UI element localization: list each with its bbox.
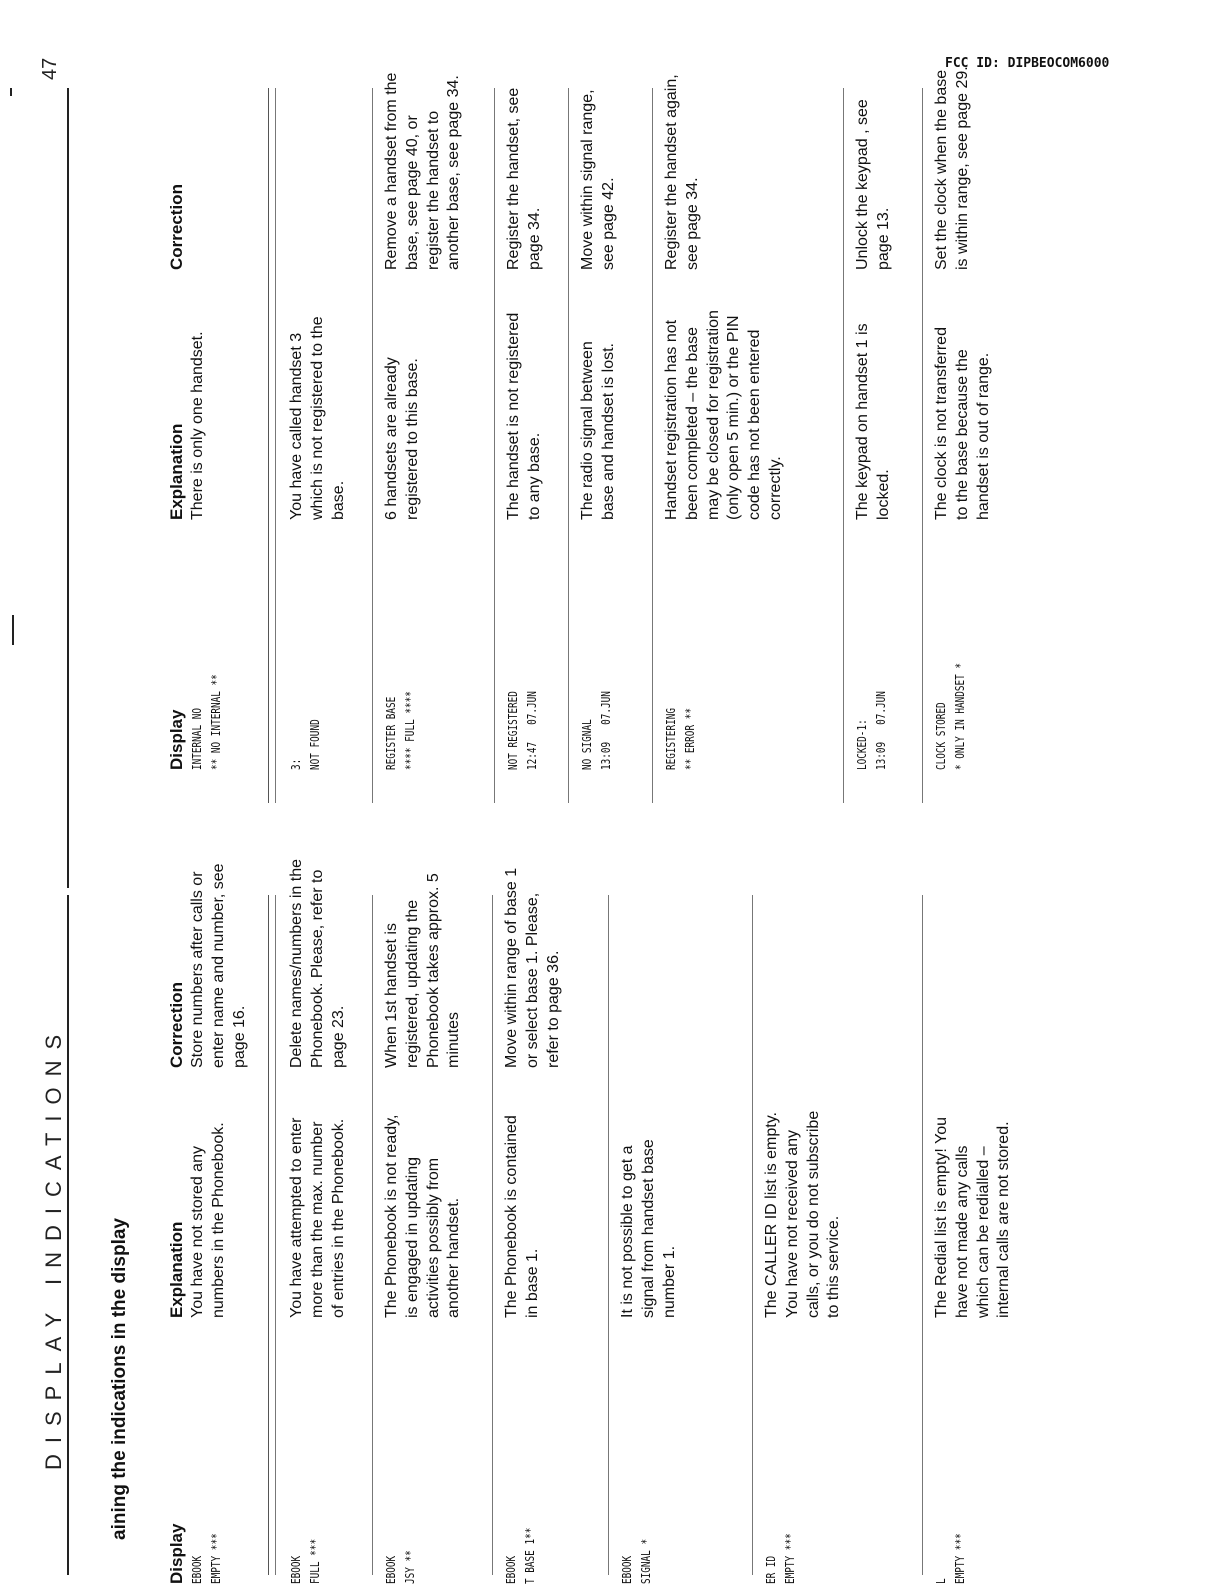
- display-text: 3: NOT FOUND: [289, 719, 322, 770]
- page-heading: aining the indications in the display: [109, 1218, 130, 1540]
- display-text: NOT REGISTERED 12:47 07.JUN: [506, 691, 539, 770]
- display-text: CLOCK STORED * ONLY IN HANDSET *: [934, 662, 967, 770]
- column-header-correction-right: Correction: [167, 184, 186, 270]
- row-separator: [922, 88, 923, 803]
- page-number: 47: [39, 57, 61, 80]
- row-separator: [608, 895, 609, 1575]
- display-text: EBOOK SIGNAL *: [620, 1538, 653, 1584]
- header-rule-right: [67, 88, 69, 888]
- correction-text: Move within range of base 1 or select base 1. Please, refer to page 36.: [503, 867, 562, 1068]
- correction-text: Move within signal range, see page 42.: [579, 89, 617, 270]
- display-text: LOCKED-1: 13:09 07.JUN: [855, 691, 888, 770]
- display-text: REGISTERING ** ERROR **: [664, 708, 697, 770]
- row-separator: [568, 88, 569, 803]
- display-text: EBOOK FULL ***: [289, 1538, 322, 1584]
- row-separator: [372, 895, 373, 1575]
- header-rule-right-end: [12, 615, 14, 645]
- correction-text: When 1st handset is registered, updating the Phonebook takes approx. 5 minutes: [383, 873, 463, 1068]
- explanation-text: It is not possible to get a signal from handset base number 1.: [619, 1139, 678, 1318]
- display-text: EBOOK EMPTY ***: [190, 1533, 223, 1584]
- explanation-text: You have not stored any numbers in the Phonebook.: [189, 1122, 227, 1318]
- correction-text: Set the clock when the base is within range, see page 29.: [933, 66, 971, 270]
- explanation-text: The Redial list is empty! You have not made any calls which can be redialled – internal calls are not stored.: [933, 1117, 1013, 1318]
- row-separator: [275, 88, 276, 803]
- row-separator: [494, 88, 495, 803]
- column-header-rule-left: [268, 895, 269, 1575]
- explanation-text: There is only one handset.: [189, 331, 206, 520]
- explanation-text: You have called handset 3 which is not registered to the base.: [288, 316, 347, 520]
- explanation-text: The Phonebook is not ready, is engaged in updating activities possibly from another handset.: [383, 1114, 463, 1318]
- correction-text: Register the handset, see page 34.: [505, 87, 543, 270]
- explanation-text: The CALLER ID list is empty. You have not received any calls, or you do not subscribe to this service.: [763, 1110, 843, 1318]
- row-separator: [922, 895, 923, 1575]
- row-separator: [492, 895, 493, 1575]
- explanation-text: The radio signal between base and handset is lost.: [579, 341, 617, 520]
- column-header-display-right: Display: [167, 709, 186, 770]
- column-header-explanation-right: Explanation: [167, 423, 186, 520]
- explanation-text: You have attempted to enter more than the max. number of entries in the Phonebook.: [288, 1117, 347, 1318]
- column-header-display-left: Display: [167, 1523, 186, 1584]
- explanation-text: The handset is not registered to any base.: [505, 312, 543, 520]
- explanation-text: The clock is not transferred to the base because the handset is out of range.: [933, 327, 992, 520]
- display-text: REGISTER BASE **** FULL ****: [384, 691, 417, 770]
- explanation-text: The keypad on handset 1 is locked.: [854, 323, 892, 520]
- display-text: EBOOK T BASE 1**: [504, 1527, 537, 1584]
- display-text: INTERNAL NO ** NO INTERNAL **: [190, 674, 223, 770]
- section-title: DISPLAY INDICATIONS: [41, 1023, 66, 1470]
- explanation-text: 6 handsets are already registered to this base.: [383, 357, 421, 520]
- correction-text: Unlock the keypad , see page 13.: [854, 99, 892, 270]
- row-separator: [372, 88, 373, 803]
- display-text: EBOOK JSY **: [384, 1550, 417, 1584]
- fcc-id: FCC ID: DIPBEOCOM6000: [945, 56, 1110, 71]
- column-header-explanation-left: Explanation: [167, 1221, 186, 1318]
- row-separator: [843, 88, 844, 803]
- column-header-correction-left: Correction: [167, 982, 186, 1068]
- explanation-text: The Phonebook is contained in base 1.: [503, 1115, 541, 1318]
- correction-text: Delete names/numbers in the Phonebook. Please, refer to page 23.: [288, 859, 347, 1068]
- column-header-rule-right: [268, 88, 269, 803]
- header-rule-left: [67, 895, 69, 1575]
- display-text: ER ID EMPTY ***: [764, 1533, 797, 1584]
- row-separator: [275, 895, 276, 1575]
- correction-text: Remove a handset from the base, see page 40, or register the handset to another base, see page 34.: [383, 72, 463, 270]
- display-text: NO SIGNAL 13:09 07.JUN: [580, 691, 613, 770]
- correction-text: Register the handset again, see page 34.: [663, 74, 701, 270]
- header-rule-right-top: [10, 88, 12, 96]
- display-text: L EMPTY ***: [934, 1533, 967, 1584]
- row-separator: [652, 88, 653, 803]
- correction-text: Store numbers after calls or enter name and number, see page 16.: [189, 863, 248, 1068]
- row-separator: [752, 895, 753, 1575]
- explanation-text: Handset registration has not been completed – the base may be closed for registration (only open 5 min.) or the PIN code has not been entered correctly.: [663, 310, 784, 520]
